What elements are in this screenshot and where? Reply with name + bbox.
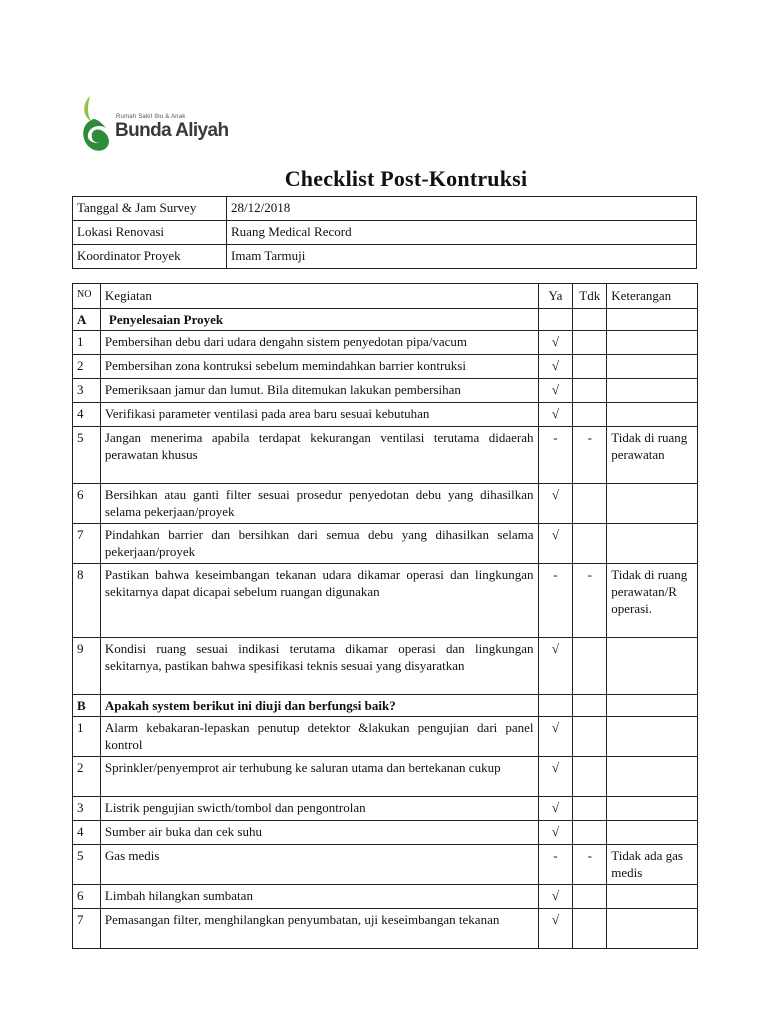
row-number: 4 <box>73 403 101 427</box>
row-ya-mark: - <box>538 845 573 885</box>
empty-cell <box>573 309 607 331</box>
table-row <box>73 757 698 797</box>
row-number: 5 <box>73 845 101 885</box>
row-kegiatan: Bersihkan atau ganti filter sesuai prosedur penyedotan debu yang dihasilkan selama pekerjaan/proyek <box>100 484 538 524</box>
table-row <box>73 885 698 909</box>
info-value: Imam Tarmuji <box>227 245 697 269</box>
info-label: Tanggal & Jam Survey <box>73 197 227 221</box>
empty-cell <box>538 309 573 331</box>
table-row <box>73 821 698 845</box>
row-kegiatan: Pemeriksaan jamur dan lumut. Bila ditemukan lakukan pembersihan <box>100 379 538 403</box>
leaf-logo-icon <box>78 94 118 158</box>
row-keterangan: Tidak di ruang perawatan <box>607 427 698 484</box>
row-keterangan: Tidak di ruang perawatan/R operasi. <box>607 564 698 638</box>
row-tdk-mark <box>573 797 607 821</box>
row-ya-mark: √ <box>538 524 573 564</box>
row-kegiatan: Pembersihan zona kontruksi sebelum memindahkan barrier kontruksi <box>100 355 538 379</box>
row-number: 8 <box>73 564 101 638</box>
info-row <box>73 245 697 269</box>
section-code: A <box>73 309 101 331</box>
table-row <box>73 797 698 821</box>
row-kegiatan: Sprinkler/penyemprot air terhubung ke saluran utama dan bertekanan cukup <box>100 757 538 797</box>
survey-info-table <box>72 196 697 269</box>
row-ya-mark: √ <box>538 797 573 821</box>
section-row <box>73 695 698 717</box>
row-kegiatan: Listrik pengujian swicth/tombol dan pengontrolan <box>100 797 538 821</box>
row-ya-mark: √ <box>538 331 573 355</box>
table-row <box>73 638 698 695</box>
row-ya-mark: √ <box>538 638 573 695</box>
row-kegiatan: Sumber air buka dan cek suhu <box>100 821 538 845</box>
row-ya-mark: √ <box>538 885 573 909</box>
header-keterangan: Keterangan <box>607 284 698 309</box>
row-kegiatan: Pemasangan filter, menghilangkan penyumbatan, uji keseimbangan tekanan <box>100 909 538 949</box>
row-tdk-mark <box>573 909 607 949</box>
logo-name: Bunda Aliyah <box>115 120 229 141</box>
row-ya-mark: √ <box>538 757 573 797</box>
row-number: 9 <box>73 638 101 695</box>
row-keterangan <box>607 909 698 949</box>
page-title: Checklist Post-Kontruksi <box>284 166 528 191</box>
row-tdk-mark <box>573 484 607 524</box>
info-value: Ruang Medical Record <box>227 221 697 245</box>
row-tdk-mark <box>573 717 607 757</box>
row-number: 2 <box>73 757 101 797</box>
row-number: 4 <box>73 821 101 845</box>
table-row <box>73 427 698 484</box>
row-number: 1 <box>73 331 101 355</box>
row-number: 3 <box>73 797 101 821</box>
row-tdk-mark <box>573 403 607 427</box>
header-ya: Ya <box>538 284 573 309</box>
row-number: 7 <box>73 909 101 949</box>
table-row <box>73 379 698 403</box>
table-row <box>73 524 698 564</box>
row-tdk-mark <box>573 331 607 355</box>
row-kegiatan: Kondisi ruang sesuai indikasi terutama dikamar operasi dan lingkungan sekitarnya, pastikan bahwa spesifikasi teknis sesuai yang disyaratkan <box>100 638 538 695</box>
table-row <box>73 484 698 524</box>
row-keterangan <box>607 797 698 821</box>
row-ya-mark: √ <box>538 379 573 403</box>
row-keterangan <box>607 355 698 379</box>
logo-subtitle: Rumah Sakit Ibu & Anak <box>116 114 186 120</box>
empty-cell <box>607 695 698 717</box>
row-ya-mark: √ <box>538 484 573 524</box>
empty-cell <box>538 695 573 717</box>
row-tdk-mark <box>573 524 607 564</box>
hospital-logo <box>78 94 228 164</box>
info-label: Lokasi Renovasi <box>73 221 227 245</box>
row-ya-mark: - <box>538 564 573 638</box>
row-keterangan <box>607 484 698 524</box>
table-row <box>73 909 698 949</box>
row-tdk-mark: - <box>573 427 607 484</box>
row-keterangan <box>607 757 698 797</box>
row-number: 1 <box>73 717 101 757</box>
section-title: Apakah system berikut ini diuji dan berfungsi baik? <box>100 695 538 717</box>
row-ya-mark: √ <box>538 821 573 845</box>
row-number: 6 <box>73 484 101 524</box>
checklist-table <box>72 283 698 949</box>
section-row <box>73 309 698 331</box>
table-header-row <box>73 284 698 309</box>
table-row <box>73 403 698 427</box>
row-kegiatan: Limbah hilangkan sumbatan <box>100 885 538 909</box>
row-tdk-mark <box>573 379 607 403</box>
row-kegiatan: Verifikasi parameter ventilasi pada area baru sesuai kebutuhan <box>100 403 538 427</box>
row-tdk-mark <box>573 885 607 909</box>
row-tdk-mark: - <box>573 845 607 885</box>
row-number: 5 <box>73 427 101 484</box>
row-number: 6 <box>73 885 101 909</box>
row-number: 7 <box>73 524 101 564</box>
info-row <box>73 197 697 221</box>
row-tdk-mark <box>573 638 607 695</box>
row-keterangan <box>607 403 698 427</box>
row-kegiatan: Pembersihan debu dari udara dengahn sistem penyedotan pipa/vacum <box>100 331 538 355</box>
row-kegiatan: Pindahkan barrier dan bersihkan dari semua debu yang dihasilkan selama pekerjaan/proyek <box>100 524 538 564</box>
row-ya-mark: √ <box>538 355 573 379</box>
empty-cell <box>607 309 698 331</box>
row-kegiatan: Pastikan bahwa keseimbangan tekanan udara dikamar operasi dan lingkungan sekitarnya dapat dicapai sebelum ruangan digunakan <box>100 564 538 638</box>
info-value: 28/12/2018 <box>227 197 697 221</box>
row-keterangan <box>607 379 698 403</box>
row-tdk-mark <box>573 821 607 845</box>
row-keterangan <box>607 638 698 695</box>
table-row <box>73 717 698 757</box>
empty-cell <box>573 695 607 717</box>
row-number: 3 <box>73 379 101 403</box>
header-kegiatan: Kegiatan <box>100 284 538 309</box>
row-kegiatan: Gas medis <box>100 845 538 885</box>
row-keterangan <box>607 331 698 355</box>
row-ya-mark: √ <box>538 909 573 949</box>
row-tdk-mark <box>573 355 607 379</box>
row-tdk-mark <box>573 757 607 797</box>
row-keterangan <box>607 885 698 909</box>
info-row <box>73 221 697 245</box>
row-keterangan <box>607 524 698 564</box>
table-row <box>73 845 698 885</box>
row-number: 2 <box>73 355 101 379</box>
row-tdk-mark: - <box>573 564 607 638</box>
header-no: NO <box>73 284 101 309</box>
table-row <box>73 331 698 355</box>
section-code: B <box>73 695 101 717</box>
section-title: Penyelesaian Proyek <box>100 309 538 331</box>
row-keterangan: Tidak ada gas medis <box>607 845 698 885</box>
row-keterangan <box>607 821 698 845</box>
table-row <box>73 355 698 379</box>
row-ya-mark: - <box>538 427 573 484</box>
row-keterangan <box>607 717 698 757</box>
row-kegiatan: Jangan menerima apabila terdapat kekurangan ventilasi terutama didaerah perawatan khusus <box>100 427 538 484</box>
header-tdk: Tdk <box>573 284 607 309</box>
table-row <box>73 564 698 638</box>
row-ya-mark: √ <box>538 403 573 427</box>
row-ya-mark: √ <box>538 717 573 757</box>
row-kegiatan: Alarm kebakaran-lepaskan penutup detektor &lakukan pengujian dari panel kontrol <box>100 717 538 757</box>
info-label: Koordinator Proyek <box>73 245 227 269</box>
